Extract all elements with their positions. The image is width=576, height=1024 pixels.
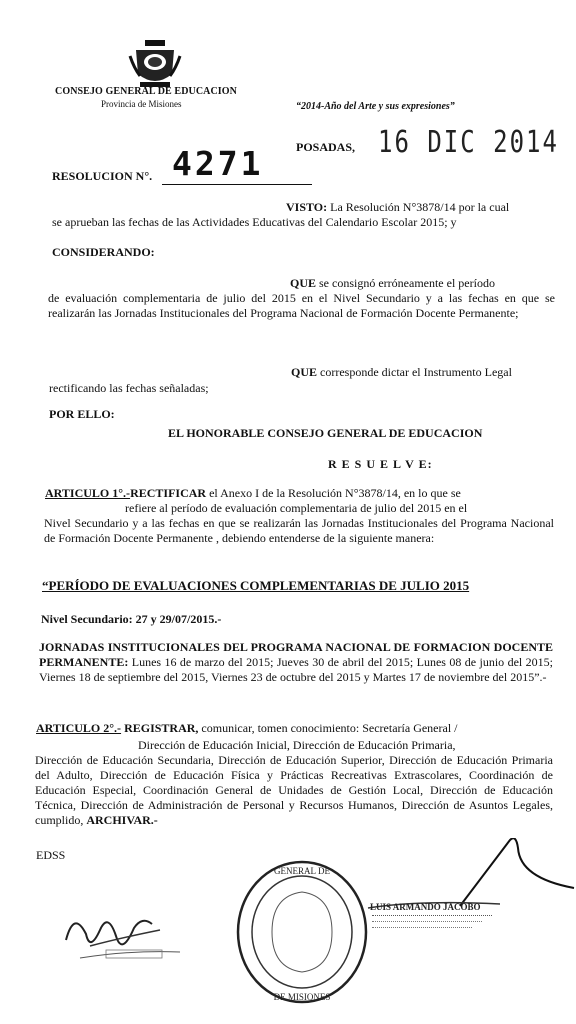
que2-paragraph: rectificando las fechas señaladas; [49,381,209,395]
considerando-label: CONSIDERANDO: [52,245,155,259]
art2-label: ARTICULO 2°.- [36,721,122,735]
art2-rest: Dirección de Educación Secundaria, Dirección de Educación Superior, Dirección de Educación Primaria del Adulto, Dirección de Educación Física y Prácticas Recreativas Extrascolares, Coordinación de Educación Especial, Coordinación General de Unidades de Gestión Local, Dirección de Educación Técnica, Dirección de Administración de Personal y Recursos Humanos, Dirección de Asuntos Legales, cumplido, [35,753,553,827]
art1-paragraph: Nivel Secundario y a las fechas en que se realizarán las Jornadas Institucionales del Programa Nacional de Formación Docente Permanente , debiendo entenderse de la siguiente manera: [44,516,554,545]
handwritten-signature-right [360,838,576,948]
art2-action: REGISTRAR, [124,721,199,735]
jornadas-dates: Lunes 16 de marzo del 2015; Jueves 30 de abril del 2015; Lunes 08 de junio del 2015; Viernes 18 de septiembre del 2015, Viernes 23 de octubre del 2015 y Martes 17 de noviembre del 2015”.- [39,655,553,684]
art1-line2: refiere al período de evaluación complementaria de julio del 2015 en el [125,501,468,515]
art1-line1: el Anexo I de la Resolución N°3878/14, en lo que se [209,486,461,500]
art2-paragraph [35,753,553,828]
signatory-name: LUIS ARMANDO JACOBO [370,902,481,912]
art2-line1: comunicar, tomen conocimiento: Secretaría General / [201,721,458,735]
que1-paragraph: de evaluación complementaria de julio del 2015 en el Nivel Secundario y a las fechas en que se realizarán las Jornadas Institucionales del Programa Nacional de Formación Docente Permanente; [48,291,555,320]
art1-label: ARTICULO 1°.- [45,486,131,500]
visto-line1 [286,200,509,215]
que1-label: QUE [290,276,317,290]
por-ello-label: POR ELLO: [49,407,115,421]
svg-text:DE MISIONES: DE MISIONES [273,992,331,1002]
nivel-secundario: Nivel Secundario: 27 y 29/07/2015.- [41,612,222,626]
visto-line2: se aprueban las fechas de las Actividades Educativas del Calendario Escolar 2015; y [52,215,457,229]
resolution-number: 4271 [172,144,264,183]
resolution-label: RESOLUCION N°. [52,169,153,183]
number-underline [162,184,312,185]
que2-first-line [291,365,512,380]
year-motto: “2014-Año del Arte y sus expresiones” [296,101,455,112]
resuelve-heading: R E S U E L V E: [328,457,433,471]
visto-text1: La Resolución N°3878/14 por la cual [330,200,510,214]
institution-name: CONSEJO GENERAL DE EDUCACION [55,86,237,97]
art1-action: RECTIFICAR [130,486,207,500]
jornadas-label: JORNADAS INSTITUCIONALES DEL PROGRAMA NACIONAL DE FORMACION DOCENTE PERMANENTE: [39,640,553,669]
art2-end: ARCHIVAR.- [86,813,158,827]
que1-first-line [290,276,495,291]
handwritten-signature-left [60,900,190,970]
official-seal-stamp [232,856,372,1008]
council-heading: EL HONORABLE CONSEJO GENERAL DE EDUCACION [168,426,483,440]
signatory-details [372,913,492,928]
date-stamp: 16 DIC 2014 [378,124,559,160]
period-title: “PERÍODO DE EVALUACIONES COMPLEMENTARIAS DE JULIO 2015 [42,578,470,593]
art2-line2: Dirección de Educación Inicial, Dirección de Educación Primaria, [138,738,456,752]
jornadas-paragraph [39,640,553,685]
provincial-emblem-icon [128,38,182,90]
initials: EDSS [36,848,66,862]
art2-first-line [36,721,458,736]
province-name: Provincia de Misiones [101,99,182,109]
place-label: POSADAS, [296,140,356,154]
art1-first-line [45,486,461,501]
que2-line1: corresponde dictar el Instrumento Legal [320,365,512,379]
svg-text:GENERAL DE: GENERAL DE [274,866,330,876]
que1-line1: se consignó erróneamente el período [319,276,495,290]
que2-label: QUE [291,365,318,379]
visto-label: VISTO: [286,200,328,214]
